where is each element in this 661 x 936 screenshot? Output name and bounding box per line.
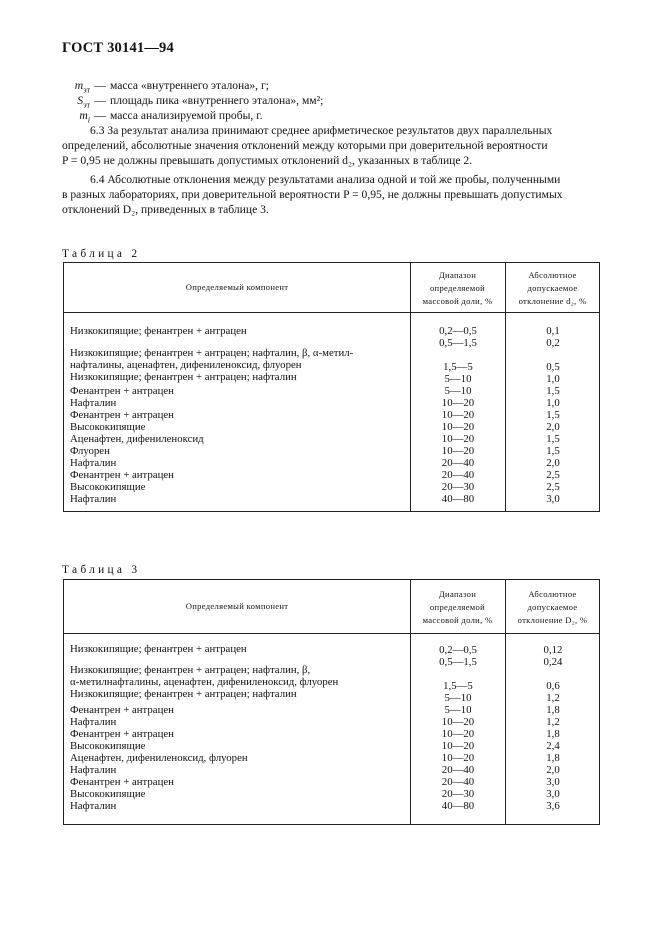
table2-cell-name: Фенантрен + антрацен: [70, 469, 174, 481]
table3-cell-name: Фенантрен + антрацен: [70, 776, 174, 788]
definition-symbol: $m_{эт}$: [74, 79, 90, 95]
table2-cell-dev: 1,0: [546, 373, 560, 385]
table3-cell-name: Фенантрен + антрацен: [70, 704, 174, 716]
table3-head-component: Определяемый компонент: [185, 601, 289, 611]
table3-cell-name: Нафталин: [70, 764, 117, 776]
table2-cell-range: 1,5—5: [443, 361, 473, 373]
table3-cell-dev: 3,6: [546, 800, 560, 812]
table3-cell-name: α-метилнафталины, аценафтен, дифениленоксид, флуорен: [70, 676, 339, 688]
table2-cell-range: 20—40: [441, 457, 475, 469]
table3-cell-name: Нафталин: [70, 800, 117, 812]
table2-caption: Таблица 2: [62, 248, 141, 260]
table2-cell-dev: 1,5: [546, 385, 560, 397]
table3-cell-range: 10—20: [441, 752, 475, 764]
table2-cell-dev: 2,0: [546, 421, 560, 433]
table2-cell-range: 5—10: [444, 373, 472, 385]
table2-cell-name: нафталины, аценафтен, дифениленоксид, флуорен: [70, 359, 302, 371]
definition-s-et: $S_{эт}$ — площадь пика «внутреннего эталона», мм²;: [54, 93, 323, 112]
table3-caption: Таблица 3: [62, 564, 141, 576]
table3-cell-range: 0,2—0,5: [439, 644, 477, 656]
para-6-3-line-1: 6.3 За результат анализа принимают среднее арифметическое результатов двух параллельных: [90, 124, 553, 137]
definition-text: масса анализируемой пробы, г.: [110, 109, 263, 122]
table2-cell-name: Низкокипящие; фенантрен + антрацен; нафталин, β, α-метил-: [70, 347, 354, 359]
table2-cell-range: 5—10: [444, 385, 472, 397]
table2-cell-dev: 1,0: [546, 397, 560, 409]
table3-cell-dev: 0,24: [543, 656, 563, 668]
table2-cell-dev: 0,2: [546, 337, 560, 349]
table3-cell-name: Фенантрен + антрацен: [70, 728, 174, 740]
table3-cell-range: 5—10: [444, 692, 472, 704]
table2-cell-name: Высококипящие: [70, 481, 146, 493]
table3-head-dev: Абсолютное допускаемое отклонение D₂, %: [517, 589, 588, 625]
table2-cell-name: Нафталин: [70, 457, 117, 469]
table2-cell-range: 10—20: [441, 397, 475, 409]
table2-cell-dev: 2,5: [546, 469, 560, 481]
definition-symbol: $m_i$: [79, 109, 90, 125]
table3-cell-range: 0,5—1,5: [439, 656, 477, 668]
table3-head-range: Диапазон определяемой массовой доли, %: [422, 589, 493, 625]
table2-head-dev: Абсолютное допускаемое отклонение d₂, %: [518, 270, 587, 306]
table3-cell-dev: 0,6: [546, 680, 560, 692]
para-6-4-line-1: 6.4 Абсолютные отклонения между результатами анализа одной и той же пробы, полученными: [90, 173, 561, 186]
table2-cell-dev: 1,5: [546, 433, 560, 445]
table3-cell-range: 20—40: [441, 764, 475, 776]
table2-cell-dev: 2,0: [546, 457, 560, 469]
para-6-4-line-2: в разных лабораториях, при доверительной вероятности P = 0,95, не должны превышать допустимых: [62, 188, 563, 201]
definition-m-et: $m_{эт}$ — масса «внутреннего эталона», г;: [54, 78, 269, 97]
table2-head-range: Диапазон определяемой массовой доли, %: [422, 270, 493, 306]
table2-cell-dev: 0,1: [546, 325, 560, 337]
table3-cell-name: Низкокипящие; фенантрен + антрацен: [70, 643, 247, 655]
table2-cell-dev: 3,0: [546, 493, 560, 505]
para-6-3-line-2: определений, абсолютные значения отклонений между которыми при доверительной вероятности: [62, 139, 548, 152]
table2: [63, 262, 600, 512]
table2-cell-name: Низкокипящие; фенантрен + антрацен: [70, 325, 247, 337]
table3-cell-range: 5—10: [444, 704, 472, 716]
definition-text: площадь пика «внутреннего эталона», мм²;: [110, 94, 324, 107]
table3-cell-range: 10—20: [441, 728, 475, 740]
table3-cell-name: Низкокипящие; фенантрен + антрацен; нафталин: [70, 688, 297, 700]
table2-cell-name: Нафталин: [70, 493, 117, 505]
para-6-4-line-3: отклонений D₂, приведенных в таблице 3.: [62, 203, 269, 216]
table2-head-component: Определяемый компонент: [185, 282, 289, 292]
table2-cell-range: 40—80: [441, 493, 475, 505]
table2-cell-range: 10—20: [441, 421, 475, 433]
table3-cell-name: Низкокипящие; фенантрен + антрацен; нафталин, β,: [70, 664, 311, 676]
table2-cell-range: 10—20: [441, 409, 475, 421]
definition-text: масса «внутреннего эталона», г;: [110, 79, 269, 92]
table2-cell-range: 10—20: [441, 433, 475, 445]
table2-cell-name: Флуорен: [70, 445, 110, 457]
table3-cell-range: 40—80: [441, 800, 475, 812]
table3-cell-dev: 3,0: [546, 788, 560, 800]
table3-cell-name: Высококипящие: [70, 740, 146, 752]
table3-cell-dev: 3,0: [546, 776, 560, 788]
table2-cell-dev: 2,5: [546, 481, 560, 493]
table2-cell-range: 20—40: [441, 469, 475, 481]
table3-cell-dev: 1,8: [546, 728, 560, 740]
table3-cell-range: 10—20: [441, 716, 475, 728]
table2-cell-range: 10—20: [441, 445, 475, 457]
table2-cell-dev: 0,5: [546, 361, 560, 373]
table3-cell-dev: 0,12: [543, 644, 563, 656]
table3-cell-dev: 2,4: [546, 740, 560, 752]
table3-cell-dev: 1,8: [546, 704, 560, 716]
definition-symbol: $S_{эт}$: [77, 94, 90, 110]
table2-cell-name: Низкокипящие; фенантрен + антрацен; нафталин: [70, 371, 297, 383]
table3-cell-range: 10—20: [441, 740, 475, 752]
table3-cell-dev: 1,8: [546, 752, 560, 764]
table2-cell-dev: 1,5: [546, 445, 560, 457]
table2-cell-name: Высококипящие: [70, 421, 146, 433]
definition-m-i: $m_i$ — масса анализируемой пробы, г.: [54, 108, 263, 127]
table3-cell-dev: 2,0: [546, 764, 560, 776]
table2-cell-name: Фенантрен + антрацен: [70, 409, 174, 421]
table2-cell-range: 0,5—1,5: [439, 337, 477, 349]
table3-cell-dev: 1,2: [546, 692, 560, 704]
table2-cell-dev: 1,5: [546, 409, 560, 421]
table3-cell-range: 1,5—5: [443, 680, 473, 692]
table3-cell-range: 20—40: [441, 776, 475, 788]
table2-cell-name: Нафталин: [70, 397, 117, 409]
table2-cell-range: 0,2—0,5: [439, 325, 477, 337]
table3-cell-dev: 1,2: [546, 716, 560, 728]
table3-cell-name: Нафталин: [70, 716, 117, 728]
para-6-3-line-3: P = 0,95 не должны превышать допустимых отклонений d₂, указанных в таблице 2.: [62, 154, 473, 167]
table3-cell-range: 20—30: [441, 788, 475, 800]
table3: [63, 579, 600, 825]
table3-cell-name: Высококипящие: [70, 788, 146, 800]
table3-cell-name: Аценафтен, дифениленоксид, флуорен: [70, 752, 248, 764]
table2-cell-name: Аценафтен, дифениленоксид: [70, 433, 204, 445]
table2-cell-name: Фенантрен + антрацен: [70, 385, 174, 397]
document-header: ГОСТ 30141—94: [62, 40, 174, 56]
table2-cell-range: 20—30: [441, 481, 475, 493]
